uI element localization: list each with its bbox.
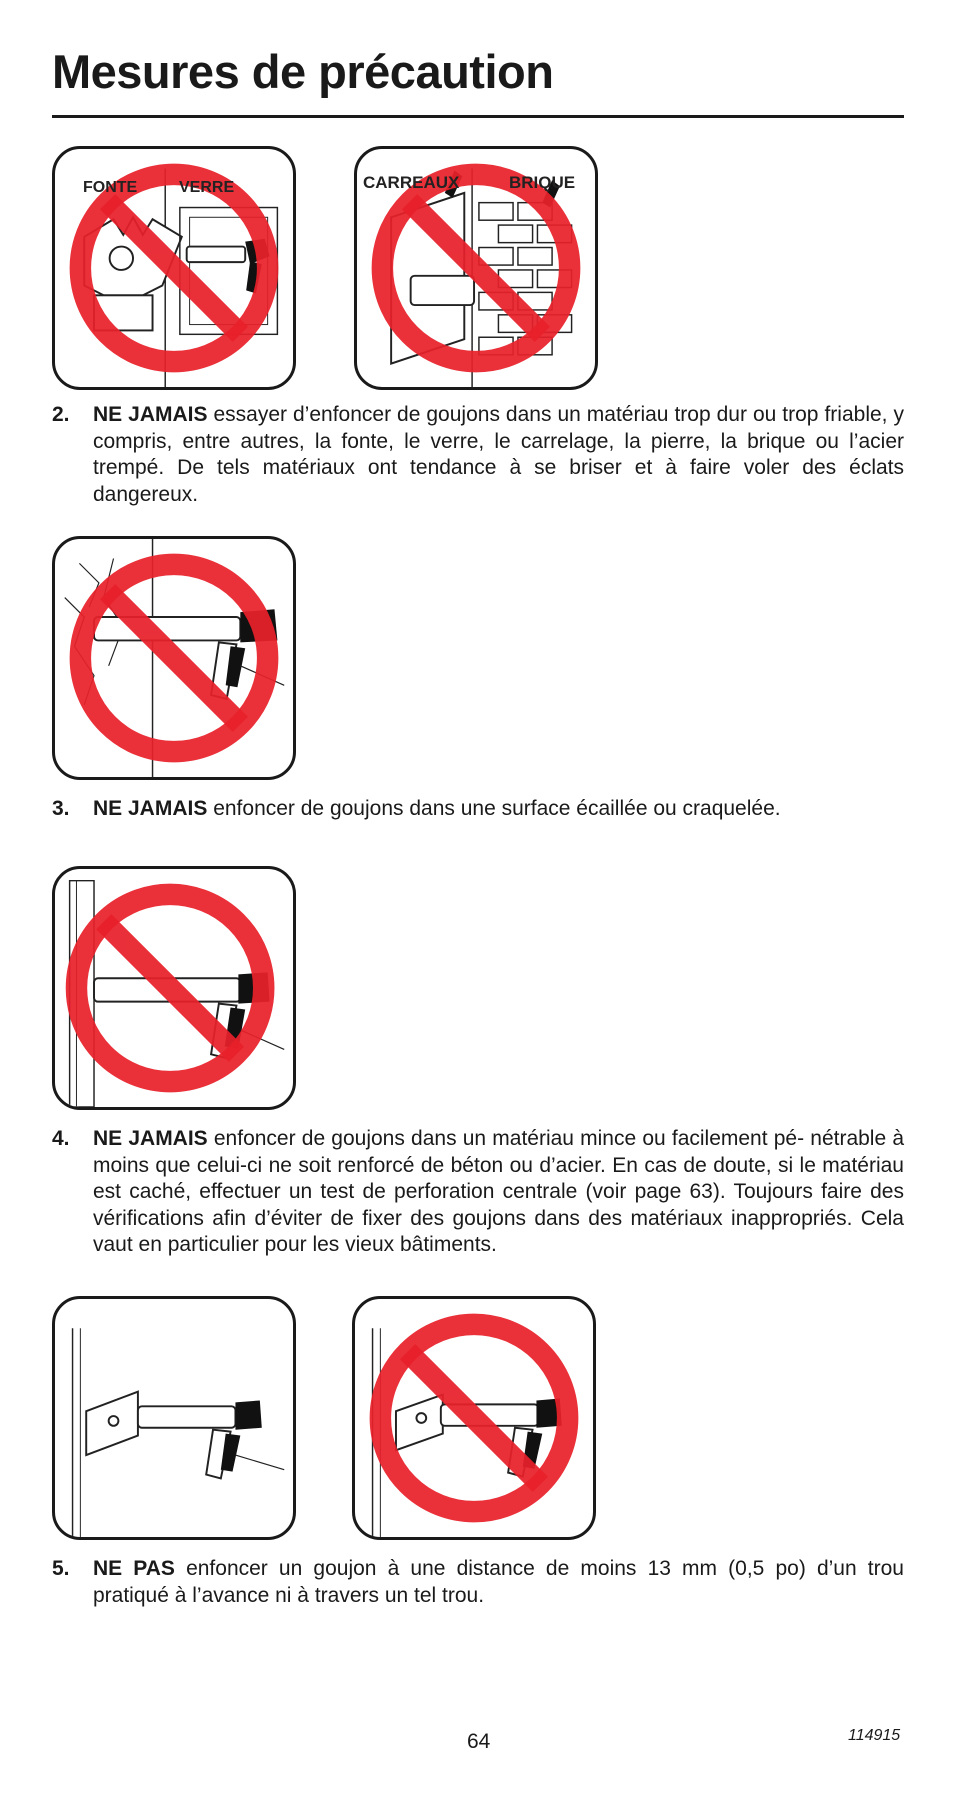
- document-number: 114915: [848, 1727, 901, 1744]
- figure-thin-material: [52, 866, 296, 1110]
- item-lead: NE PAS: [93, 1557, 175, 1580]
- precaution-item-5: [52, 1556, 904, 1609]
- precaution-item-4: [52, 1126, 904, 1259]
- precaution-item-2: [52, 402, 904, 508]
- figure-hole-distance-ok: [52, 1296, 296, 1540]
- title-divider: [52, 115, 904, 118]
- item-text: enfoncer un goujon à une distance de moins 13 mm (0,5 po) d’un trou pratiqué à l’avance ni à travers un tel trou.: [93, 1557, 904, 1607]
- figure-cast-iron-glass: [52, 146, 296, 390]
- item-number: 3.: [52, 797, 70, 820]
- figure-thin-material-illustration: [55, 869, 293, 1107]
- precaution-item-3: [52, 796, 904, 823]
- label-brique: BRIQUE: [509, 173, 576, 192]
- item-text: enfoncer de goujons dans une surface écaillée ou craquelée.: [207, 797, 781, 820]
- item-text: enfoncer de goujons dans un matériau mince ou facilement pé- nétrable à moins que celui-ci ne soit renforcé de béton ou d’acier. En cas de doute, si le matériau est caché, effectuer un test de perforation centrale (voir page 63). Toujours faire des vérifications afin d’éviter de fixer des goujons dans des matériaux inappropriés. Cela vaut en particulier pour les vieux bâtiments.: [93, 1127, 905, 1256]
- figure-tile-brick: [354, 146, 598, 390]
- figure-cracked-surface-illustration: [55, 539, 293, 777]
- item-lead: NE JAMAIS: [93, 797, 208, 820]
- item-number: 2.: [52, 403, 70, 426]
- label-verre: VERRE: [179, 179, 235, 196]
- page-number: 64: [467, 1730, 491, 1753]
- item-lead: NE JAMAIS: [93, 1127, 208, 1150]
- label-fonte: FONTE: [83, 179, 138, 196]
- item-text: essayer d’enfoncer de goujons dans un matériau trop dur ou trop friable, y compris, entre autres, la fonte, le verre, le carrelage, la pierre, la brique ou l’acier trempé. De tels matériaux ont tendance à se briser et à faire voler des éclats dangereux.: [93, 403, 904, 506]
- page-title: Mesures de précaution: [52, 45, 554, 98]
- figure-hole-distance-prohibited-illustration: [355, 1299, 593, 1537]
- item-lead: NE JAMAIS: [93, 403, 208, 426]
- item-number: 4.: [52, 1127, 70, 1150]
- label-carreaux: CARREAUX: [363, 173, 460, 192]
- item-number: 5.: [52, 1557, 70, 1580]
- figure-hole-distance-ok-illustration: [55, 1299, 293, 1537]
- figure-hole-distance-prohibited: [352, 1296, 596, 1540]
- figure-cracked-surface: [52, 536, 296, 780]
